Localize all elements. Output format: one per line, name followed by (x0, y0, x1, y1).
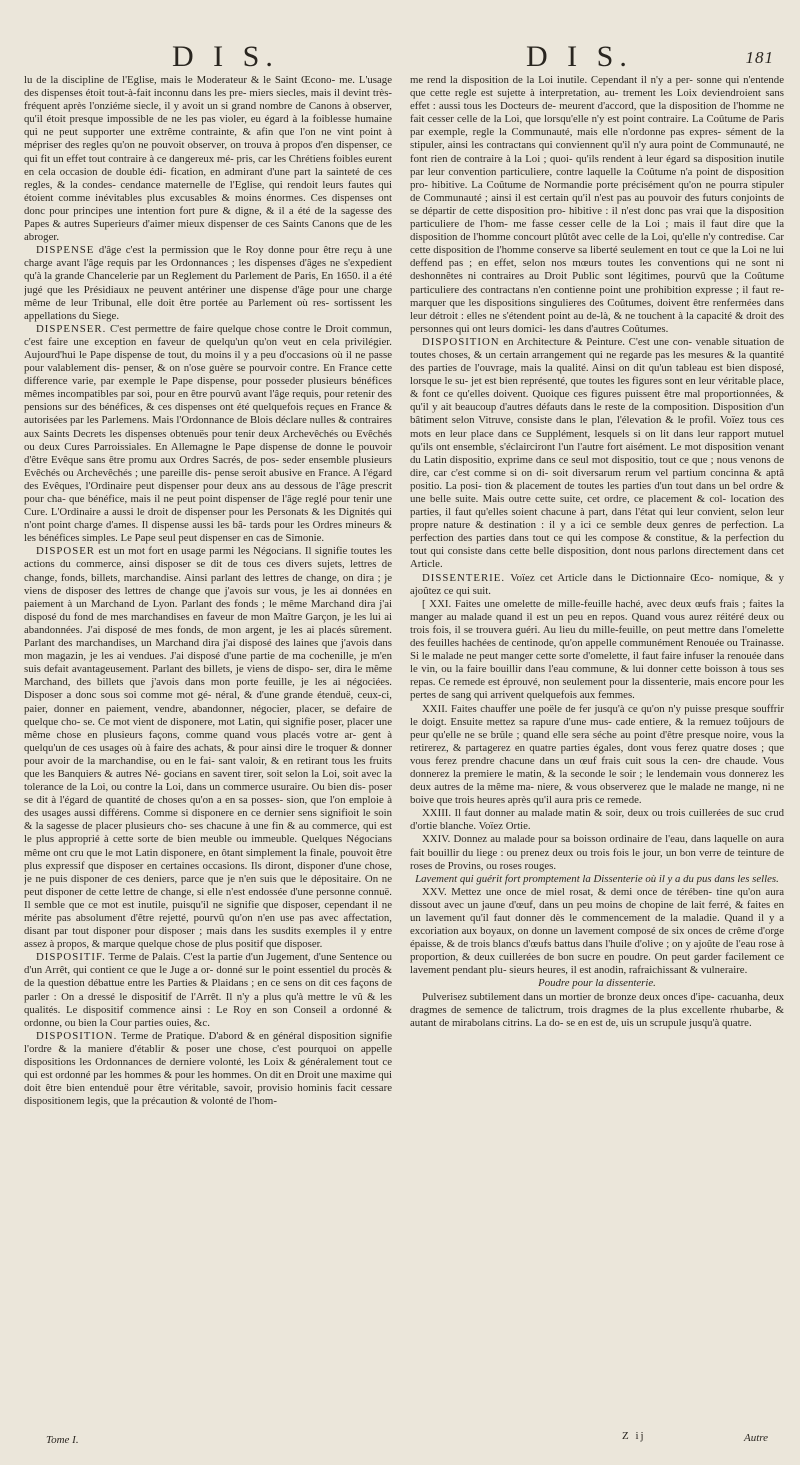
entry-text: Terme de Palais. C'est la partie d'un Jugement, d'une Sentence ou d'un Arrêt, qui contient ce que le Juge a or- donné sur le point essentiel du procès & de la question débattue entre les Parties & Plaidans ; en ce sens on dit ces façons de parler : On a dressé le dispositif de l'Arrêt. Il n'y a plus qu'à mettre le vû & les qualités. Le dispositif commence ainsi : Le Roy en son Conseil a ordonné & ordonne, ou bien la Cour parties ouies, &c. (24, 951, 392, 1029)
dictionary-entry (24, 1030, 392, 1109)
entry-text: d'âge c'est la permission que le Roy donne pour être reçu à une charge avant l'âge requis par les Ordonnances ; les dispenses d'âges ne s'expedient qu'à la grande Chancelerie par un Reglement du Parlement de Paris, En 1650. il a été jugé que les Présidiaux ne peuvent antériner une dispense d'âge pour une charge même de leur Tribunal, elle doit être portée au Parlement où res- sortissent les appellations du Siege. (24, 244, 392, 322)
dictionary-entry (410, 572, 784, 598)
entry-headword: DISPOSITIF. (36, 951, 106, 964)
gathering-signature: Z ij (622, 1430, 646, 1442)
entry-headword: DISPOSITION (422, 335, 500, 348)
remedy-paragraph: XXIV. Donnez au malade pour sa boisson ordinaire de l'eau, dans laquelle on aura fait bouillir du liege : ou prenez deux ou trois fois le jour, un bon verre de teinture de roses de Provins, ou roses rouges. (410, 833, 784, 872)
page-number: 181 (745, 48, 774, 67)
dictionary-entry (24, 545, 392, 951)
remedy-paragraph: [ XXI. Faites une omelette de mille-feuille haché, avec deux œufs frais ; faites la manger au malade quand il est un peu en repos. Quand vous aurez réitéré deux ou trois fois, il se trouvera guéri. Au lieu du mille-feuille, on peut mettre dans l'omelette des feuilles hachées de centinode, qu'on appelle communément Renouée ou Trainasse. Si le malade ne peut manger cette sorte d'omelette, il faut faire infuser la renouée dans le vin, ou la faire bouillir dans l'eau commune, & lui donner cette boisson à tous ses repas. Ce remede est éprouvé, non seulement pour la dissenterie, mais encore pour les pertes de sang qui arrivent quelquefois aux femmes. (410, 597, 784, 702)
entry-headword: DISPENSE (36, 244, 95, 257)
entry-headword: DISSENTERIE. (422, 571, 506, 584)
entry-text: C'est permettre de faire quelque chose contre le Droit commun, c'est faire une exception en faveur de quelqu'un qu'on veut en cela privilégier. Aujourd'hui le Pape dispense de tout, du moins il y a peu d'occasions où il ne passe pour valablement dis- penser, & on n'ose guère se pourvoir contre. En France cette difference varie, par exemple le Pape dispense, pour posseder plusieurs bénéfices mêmes incompatibles par soi, pour en être pourvû avant l'âge requis, pour retenir des pensions sur des bénéfices, & ces dispenses ont été quelquefois reçues en France & autorisées par les Parlemens. Mais l'Ordonnance de Blois déclare nulles & contraires aux Saints Decrets les dispenses obtenuës pour tenir deux Archevêchés ou Evêchés ou deux Cures Parroissiales. En Allemagne le Pape dispense de donne le pouvoir d'être Evêque sans être promu aux Ordres Sacrés, de pos- seder ensemble plusieurs Evêchés ou Archevêchés ; une pareille dis- pense seroit abusive en France. A l'égard des Evêques, l'Ordinaire peut dispenser pour deux ans au dessous de l'âge prescrit pour cha- que bénéfice, mais il ne peut point dispenser de l'âge reglé pour tenir une Cure. L'Ordinaire a aussi le droit de dispenser pour les Personats & les Dignités qui n'ont point charge d'ames. Il dispense aussi les bâ- tards pour les Ordres mineurs & les bénéfices simples. Le Pape seul peut dispenser en cas de Simonie. (24, 322, 392, 545)
entry-text: Terme de Pratique. D'abord & en général disposition signifie l'ordre & la maniere d'établir & poser une chose, c'est pourquoi on appelle dispositions les Ordonnances de derniere volonté, les Loix & généralement tout ce qui est ordonné par les hommes & pour les hommes. On dit en Droit une maxime qui doit être bien entenduë pour être véritable, savoir, provisio hominis facit cessare dispositionem legis, que la précaution & volonté de l'hom- (24, 1029, 392, 1108)
entry-headword: DISPENSER. (36, 322, 107, 335)
volume-signature: Tome I. (46, 1434, 79, 1446)
section-heading: Poudre pour la dissenterie. (538, 977, 656, 990)
right-column (410, 74, 784, 1424)
continued-paragraph: me rend la disposition de la Loi inutile. Cependant il n'y a per- sonne qui n'entende que cette regle est sujette à interpretation, au- trement les Loix deviendroient sans effet : aussi tous les Docteurs de- meurent d'accord, que la disposition de l'homme ne fait cesser celle de la Loi, que lorsqu'elle n'y est point contraire. La Coûtume de Paris par exemple, regle la Communauté, mais elle n'ordonne pas expres- sément de la stipuler, ainsi les contractans qui conviennent qu'il n'y aura point de Communauté, ne font rien de contraire à la Loi ; quoi- qu'ils rendent à leur égard sa disposition inutile par leur convention particuliere, contre laquelle la Coûtume n'a point de disposition pro- hibitive. La Coûtume de Normandie porte précisément qu'on ne pourra stipuler de Communauté ; ainsi il est certain qu'il n'est pas au pouvoir des futurs conjoints de se départir de cette disposition pro- hibitive : il n'est donc pas vrai que la disposition particuliere de l'hom- me fasse cesser celle de la Loi ; mais il faut dire que la disposition de l'homme concourt plûtôt avec celle de la Loi, qu'elle n'y contredise. Car cette disposition de l'homme conserve sa liberté seulement en tout ce que la Loi ne lui deffend pas ; en effet, selon nos mœurs toutes les conventions qui ne sont ni deshonnêtes ni contraires au Droit Public sont légitimes, pourvû que la Coûtume particuliere des contractans n'en contienne point une prohibition expresse ; il faut re- marquer que les dispositions singulieres des Coûtumes, doivent être renfermées dans leur détroit : elles ne s'étendent point au de-là, & ne touchent à la capacité & droit des personnes qui ont leurs domici- les dans d'autres Coûtumes. (410, 74, 784, 335)
remedy-paragraph: XXV. Mettez une once de miel rosat, & demi once de térében- tine qu'on aura dissout avec un jaune d'œuf, dans un peu moins de chopine de lait ferré, & faites en un lavement qu'il faut donner dès le commencement de la maladie. Quand il y a excoriation aux boyaux, on donne un lavement composé de six onces de crême d'orge épaisse, & de trois blancs d'œufs battus dans l'huile d'olive ; on y ajoûte de l'eau rose à proportion, & deux cuillerées de bon sucre en poudre. On peut garder facilement ce lavement pendant plu- sieurs heures, il est anodin, rafraichissant & vulneraire. (410, 885, 784, 977)
dictionary-entry (24, 323, 392, 546)
left-column (24, 74, 392, 1444)
dictionary-entry (24, 244, 392, 323)
section-heading: Lavement qui guérit fort promptement la Dissenterie où il y a du pus dans les selles. (415, 872, 779, 885)
entry-text: en Architecture & Peinture. C'est une con- venable situation de toutes choses, & un certain arrangement qui ne regarde pas les mesures & la quantité des parties de l'ouvrage, mais la qualité. Ainsi on dit qu'un tableau est bien disposé, lorsque le su- jet est bien représenté, que toutes les figures sont en leur véritable place, & font ce qu'elles doivent. Quoique ces figures puissent être mal proportionnées, & qu'il y ait beaucoup d'autres défauts dans le reste de la composition. Disposition d'un bâtiment selon Vitruve, consiste dans le plan, l'élevation & le profil. Voïez tous ces mots en leur place dans ce Supplément, lesquels si on lit dans leur rapport mutuel qu'ils ont ensemble, s'éclairciront l'un l'autre fort aisément. Le mot disposition venant du Latin dispositio, exprime dans ce seul mot dispositio, tout ce que ; nous venons de dire, car c'est comme si on di- soit diversarum rerum vel partium concinna & aptâ positio. La posi- tion & placement de toutes les parties d'un tout dans un bel ordre & une belle suite. Mais outre cette suite, cet ordre, ce placement & col- location des parties, il faut qu'elles soient chacune à part, dans l'état qui leur convient, selon leur propre nature & destination : il y a ici ce semble deux genres de perfection. La perfection des parties dans tout ce qui les compose & constitue, & la perfection du tout qui consiste dans cette belle disposition, dont nous parlons directement dans cet Article. (410, 335, 784, 571)
entry-text: Voïez cet Article dans le Dictionnaire Œco- nomique, & y ajoûtez ce qui suit. (410, 571, 784, 597)
running-head-left: D I S. (172, 40, 279, 73)
continued-paragraph: lu de la discipline de l'Eglise, mais le Moderateur & le Saint Œcono- me. L'usage des dispenses étoit tout-à-fait inconnu dans les pre- miers siecles, mais il devint très-fréquent après l'onziéme siecle, il y avoit un si grand nombre de Canons à observer, qu'il étoit presque impossible de ne les pas violer, eu égard à la foiblesse humaine qui ne peut supporter une extrême contrainte, & afin que l'on ne vint point à mépriser des regles qu'on ne pouvoit observer, on trouva à propos d'en dispenser, ce qui fit un effet tout contraire à ce dangereux mé- pris, car les Chrétiens foibles eurent en cela occasion de double édi- fication, en admirant d'une part la sainteté de ces regles, & la condes- cendance maternelle de l'Eglise, qui rendoit leurs fautes qui étoient comme inévitables plus excusables & moins énormes. Ces dispenses ont donc pour principes une intention fort pure & digne, & il a été de la sagesse des Papes & autres Superieurs d'aimer mieux dispenser de ces Saints Canons que de les abroger. (24, 74, 392, 244)
running-head-right: D I S. (526, 40, 633, 73)
remedy-paragraph: Pulverisez subtilement dans un mortier de bronze deux onces d'ipe- cacuanha, deux dragmes de semence de talictrum, trois dragmes de la plus excellente rhubarbe, & autant de mirabolans citrins. La do- se en est de, uis un scrupule jusqu'à quatre. (410, 990, 784, 1029)
running-head (0, 40, 800, 76)
remedy-paragraph: XXII. Faites chauffer une poële de fer jusqu'à ce qu'on n'y puisse presque souffrir le doigt. Ensuite mettez sa rapure d'une mus- cade entiere, & la remuez toûjours de peur qu'elle ne se brûle ; quand elle sera séche au point d'être presque noire, vous la retirerez, & partagerez en quatre parties égales, dont vous ferez quatre doses ; que vous ferez prendre chacune dans un œuf frais cuit sous la cen- dre chaude. Vous donnerez la premiere le matin, & la seconde le soir ; le lendemain vous donnerez les deux autres de la même ma- niere, & vous observerez que le malade ne mange, ni ne boive que trois heures après qu'il aura pris ce remede. (410, 702, 784, 807)
entry-text: est un mot fort en usage parmi les Négocians. Il signifie toutes les actions du commerce, ainsi disposer se dit de tous ces divers sujets, lettres de change, fonds, billets, marchandise. Ainsi parlant des lettres de change, on dira ; je viens de disposer des lettres de change que j'avois sur vous, je les ai données en paiement à un Marchand de Lyon. Parlant des fonds ; le même Marchand dira j'ai disposé du fond de mes marchandises en faveur de mon Maître Garçon, je les lui ai abandonnées. J'ai disposé de mes fonds, de mon argent, je les ai placés sûrement. Parlant des marchandises, un Marchand dira j'ai disposé des laines que j'avois dans mon magazin, je les ai vendues. J'ai disposé d'une partie de ma cochenille, je m'en suis defait avantageusement. Parlant des billets, je viens de dispo- ser, dira le même Marchand, des billets que j'avois dans mon porte feuille, je les ai négociées. Disposer a donc sous soi comme mot gé- néral, & d'une grande étenduë, ceux-ci, paier, donner en paiement, vendre, abandonner, négocier, placer, se defaire de quelque cho- se. Ce mot vient de disponere, mot Latin, qui signifie poser, placer une même chose en plusieurs façons, comme quand vous placés votre ar- gent à quelqu'un de ces usages où à faire des achats, & pour ainsi dire le troquer & donner pour avoir de la marchandise, ou en le fai- sant valoir, & en retirant tous les fruits que les Banquiers & autres Né- gocians en savent tirer, soit selon la Loi, soit avec la tolerance de la Loi, ou contre la Loi, dans un commerce usuraire. Ou bien dis- poser se dit à l'égard de quantité de choses qu'on a en sa posses- sion, que l'on emploie à des usages aussi différens. Comme si disponere en ce dernier sens signifioit le soin & la sagesse de placer plusieurs cho- ses chacune à une fin & au commerce, qui est le plus approprié à cette sorte de bien meuble ou immeuble. Quelques Négocians même ont cru que le mot Latin disponere, en ôtant simplement la finale, pouvoit être plus expressif que disposer en certaines occasions. Ils diront, disponer d'une chose, je ne puis disponer de ces deniers, parce que je n'en suis que le dépositaire. On ne peut disponer de cette lettre de change, si elle n'est endossée d'une personne connuë. Il semble que ce mot est inutile, puisqu'il ne signifie que disposer, cependant il ne mérite pas absolument d'être rejetté, pourvû qu'on n'en use pas avec affectation, disant par tout disponer pour disposer ; mais dans les susdits exemples il y entre assez à propos, & marque quelque chose de plus positif que disposer. (24, 545, 392, 951)
dictionary-entry (24, 951, 392, 1030)
dictionary-entry (410, 336, 784, 572)
entry-headword: DISPOSER (36, 545, 96, 558)
entry-headword: DISPOSITION. (36, 1029, 118, 1042)
remedy-paragraph: XXIII. Il faut donner au malade matin & soir, deux ou trois cuillerées de suc crud d'ortie blanche. Voïez Ortie. (410, 807, 784, 833)
catchword: Autre (744, 1432, 769, 1444)
